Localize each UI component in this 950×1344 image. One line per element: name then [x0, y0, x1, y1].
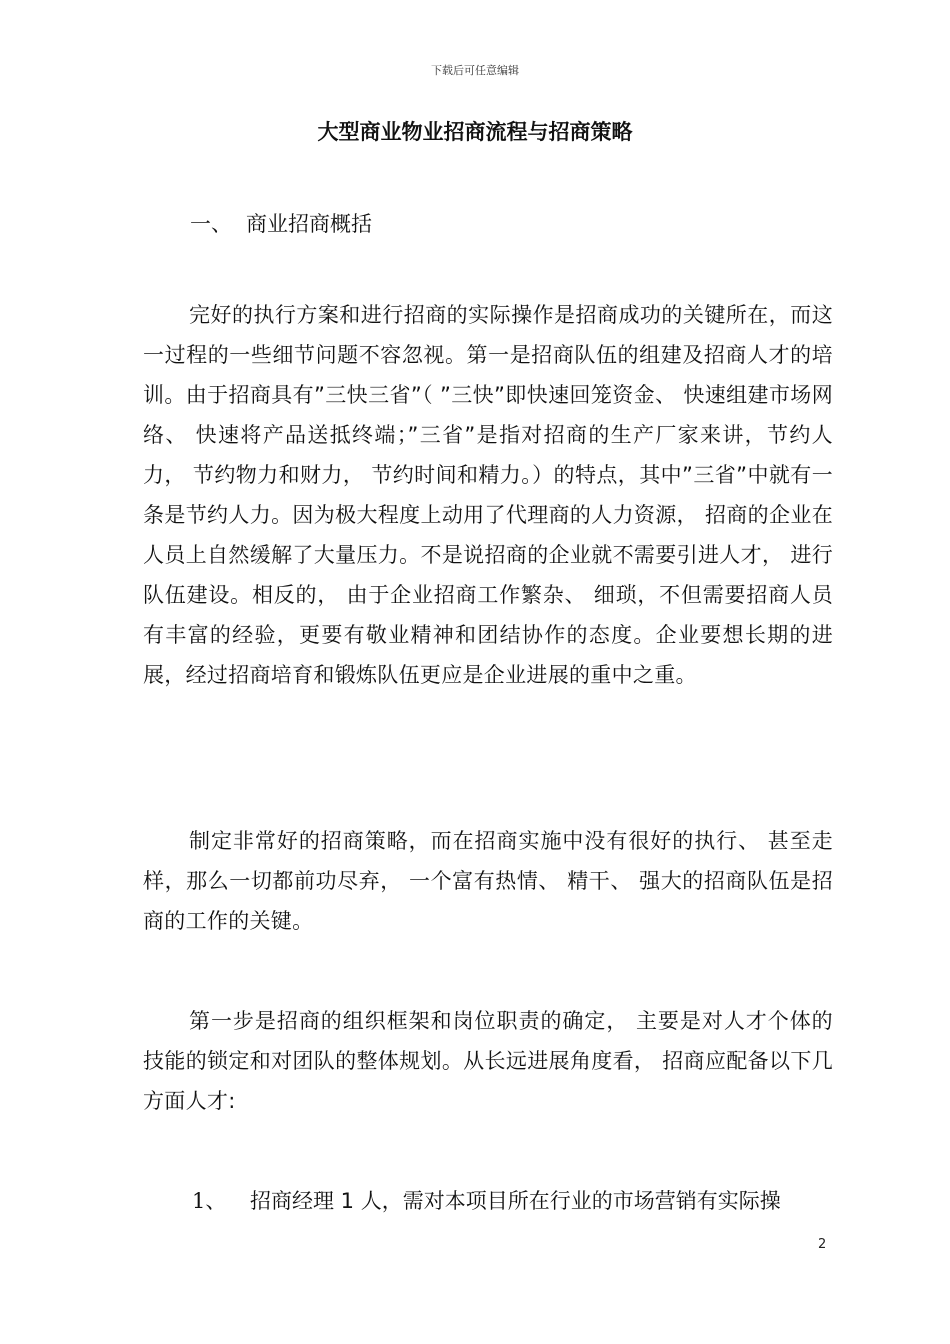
list-item-number: 1、 — [192, 1189, 227, 1213]
section-number: 一、 — [190, 212, 232, 236]
document-title: 大型商业物业招商流程与招商策略 — [317, 120, 633, 144]
paragraph-3: 第一步是招商的组织框架和岗位职责的确定， 主要是对人才个体的技能的锁定和对团队的整体规划。从长远进展角度看， 招商应配备以下几方面人才: — [143, 1009, 833, 1113]
list-item-text: 招商经理 1 人，需对本项目所在行业的市场营销有实际操 — [250, 1189, 781, 1213]
section-heading — [190, 208, 372, 238]
section-heading-text: 商业招商概括 — [246, 212, 372, 236]
page-number: 2 — [818, 1237, 827, 1252]
paragraph-1: 完好的执行方案和进行招商的实际操作是招商成功的关键所在，而这一过程的一些细节问题不容忽视。第一是招商队伍的组建及招商人才的培训。由于招商具有”三快三省”（ ”三快”即快速回笼资金、 快速组建市场网络、 快速将产品送抵终端；”三省”是指对招商的生产厂家来讲，节约人力， 节约物力和财力， 节约时间和精力。）的特点，其中”三省”中就有一条是节约人力。因为极大程度上动用了代理商的人力资源， 招商的企业在人员上自然缓解了大量压力。不是说招商的企业就不需要引进人才， 进行队伍建设。相反的， 由于企业招商工作繁杂、 细琐，不但需要招商人员有丰富的经验，更要有敬业精神和团结协作的态度。企业要想长期的进展，经过招商培育和锻炼队伍更应是企业进展的重中之重。 — [143, 303, 833, 687]
list-item — [192, 1181, 834, 1221]
paragraph-2: 制定非常好的招商策略，而在招商实施中没有很好的执行、 甚至走样，那么一切都前功尽弃， 一个富有热情、 精干、 强大的招商队伍是招商的工作的关键。 — [143, 829, 833, 933]
page-header: 下载后可任意编辑 — [431, 64, 519, 77]
